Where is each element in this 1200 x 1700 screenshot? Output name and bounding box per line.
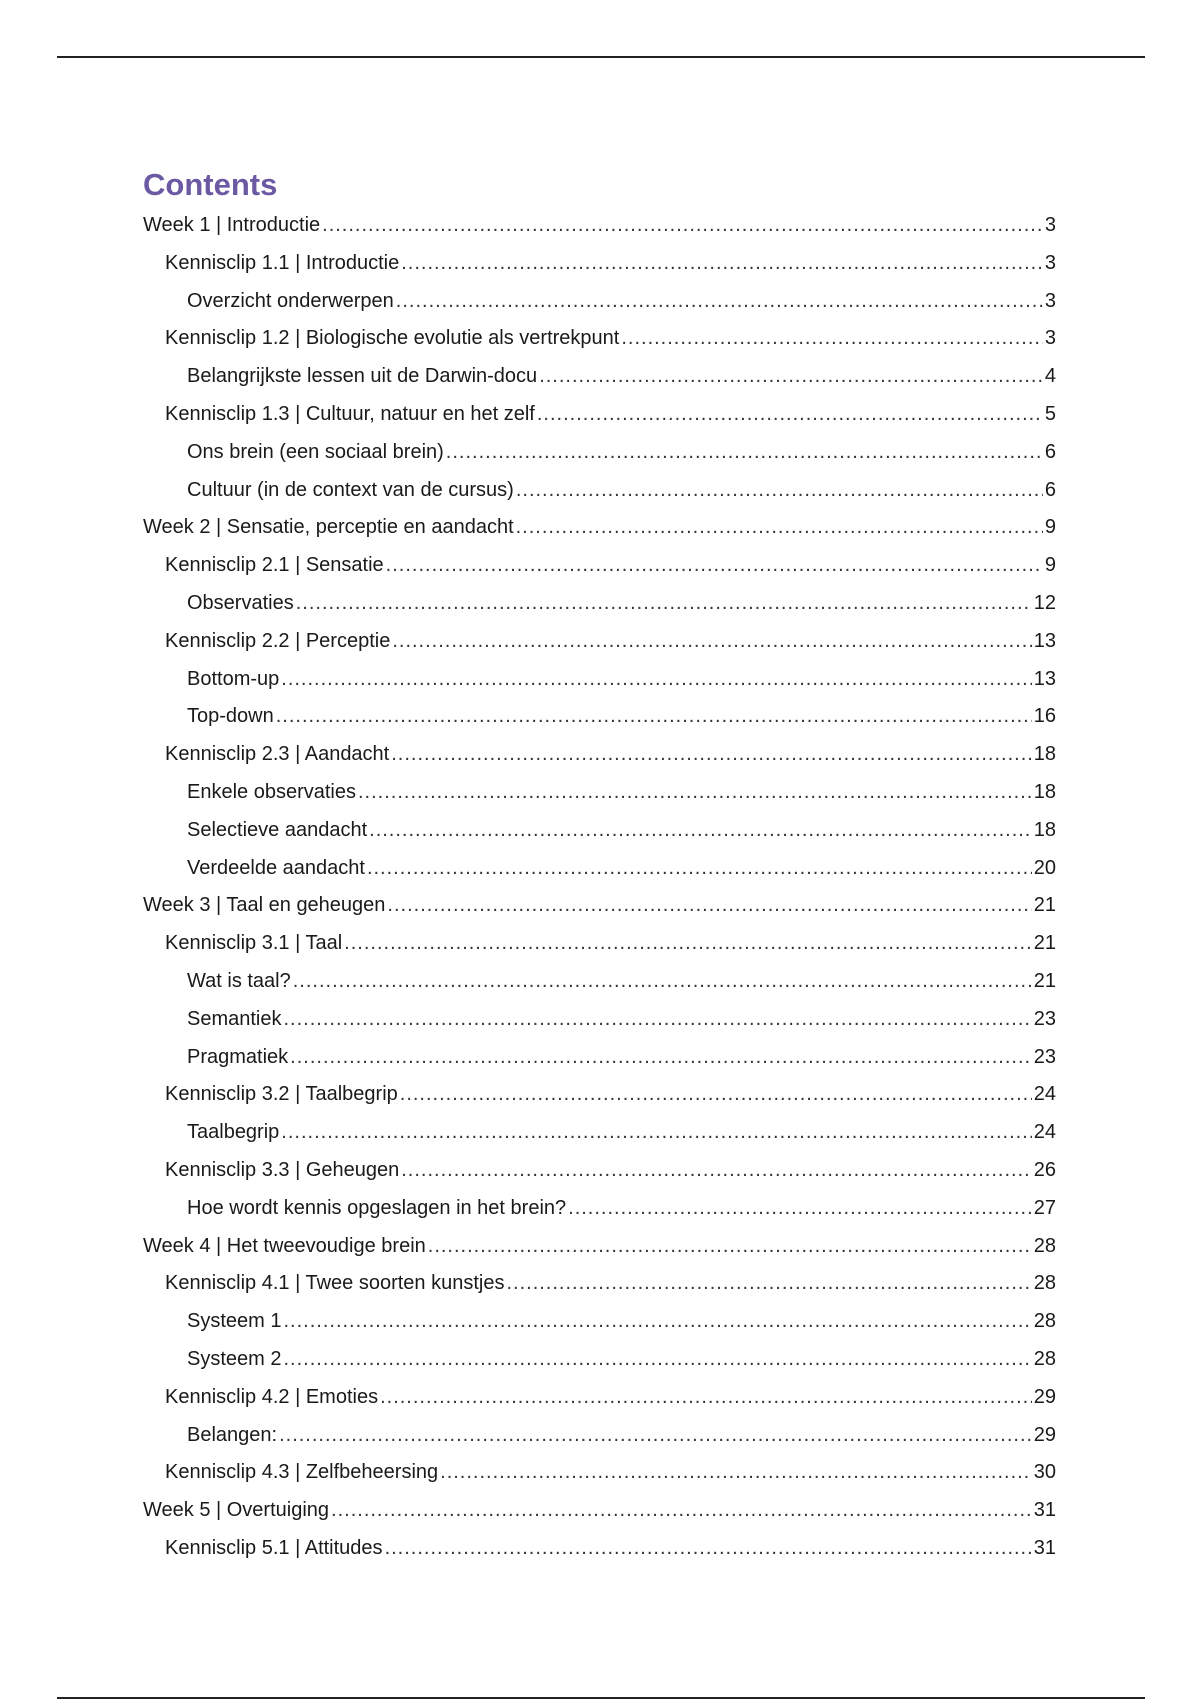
dot-leader: [331, 1492, 1032, 1530]
toc-entry-label[interactable]: Taalbegrip: [187, 1121, 280, 1144]
dot-leader: [440, 1454, 1032, 1492]
toc-entry-level-1[interactable]: [143, 1228, 1056, 1266]
toc-entry-level-3[interactable]: [143, 1039, 1056, 1077]
toc-entry-label[interactable]: Kennisclip 3.1 | Taal: [165, 932, 343, 955]
toc-entry-level-2[interactable]: [143, 396, 1056, 434]
toc-entry-level-2[interactable]: [143, 1076, 1056, 1114]
dot-leader: [396, 283, 1043, 321]
dot-leader: [281, 661, 1031, 699]
toc-entry-label[interactable]: Belangrijkste lessen uit de Darwin-docu: [187, 365, 538, 388]
dot-leader: [516, 472, 1043, 510]
dot-leader: [539, 358, 1043, 396]
toc-entry-level-2[interactable]: [143, 623, 1056, 661]
toc-entry-label[interactable]: Ons brein (een sociaal brein): [187, 440, 444, 463]
toc-entry-level-1[interactable]: [143, 887, 1056, 925]
toc-entry-page-number[interactable]: 20: [1033, 856, 1056, 879]
dot-leader: [283, 1303, 1031, 1341]
toc-entry-level-1[interactable]: [143, 509, 1056, 547]
dot-leader: [401, 1152, 1032, 1190]
toc-entry-level-2[interactable]: [143, 1454, 1056, 1492]
toc-entry-page-number[interactable]: 23: [1033, 1007, 1056, 1030]
toc-entry-page-number[interactable]: 27: [1033, 1196, 1056, 1219]
toc-entry-level-2[interactable]: [143, 1152, 1056, 1190]
dot-leader: [568, 1190, 1032, 1228]
toc-entry-level-3[interactable]: [143, 434, 1056, 472]
dot-leader: [506, 1265, 1031, 1303]
table-of-contents: [143, 165, 1056, 1568]
dot-leader: [358, 774, 1032, 812]
toc-entry-label[interactable]: Belangen:: [187, 1423, 278, 1446]
toc-entry-level-2[interactable]: [143, 245, 1056, 283]
toc-entry-page-number[interactable]: 24: [1033, 1121, 1056, 1144]
toc-entry-label[interactable]: Enkele observaties: [187, 780, 356, 803]
dot-leader: [290, 1039, 1032, 1077]
toc-entry-level-3[interactable]: [143, 774, 1056, 812]
toc-entry-page-number[interactable]: 29: [1033, 1423, 1056, 1446]
toc-entry-page-number[interactable]: 13: [1033, 629, 1056, 652]
toc-entry-label[interactable]: Selectieve aandacht: [187, 818, 368, 841]
toc-entry-level-2[interactable]: [143, 925, 1056, 963]
dot-leader: [385, 1530, 1032, 1568]
toc-entry-label[interactable]: Pragmatiek: [187, 1045, 289, 1068]
toc-entry-page-number[interactable]: 3: [1044, 214, 1056, 236]
toc-entry-label[interactable]: Kennisclip 3.3 | Geheugen: [165, 1158, 400, 1181]
toc-entry-page-number[interactable]: 28: [1033, 1234, 1056, 1257]
toc-entry-page-number[interactable]: 6: [1044, 478, 1056, 501]
toc-entry-label[interactable]: Week 5 | Overtuiging: [143, 1499, 330, 1522]
toc-entry-page-number[interactable]: 26: [1033, 1158, 1056, 1181]
toc-entry-page-number[interactable]: 3: [1044, 289, 1056, 312]
toc-entry-label[interactable]: Kennisclip 5.1 | Attitudes: [165, 1536, 383, 1559]
dot-leader: [400, 1076, 1032, 1114]
toc-entry-level-3[interactable]: [143, 661, 1056, 699]
toc-entry-label[interactable]: Semantiek: [187, 1007, 282, 1030]
toc-entry-level-2[interactable]: [143, 1379, 1056, 1417]
dot-leader: [387, 887, 1031, 925]
toc-entry-label[interactable]: Kennisclip 1.1 | Introductie: [165, 251, 400, 274]
dot-leader: [516, 509, 1043, 547]
toc-entry-label[interactable]: Week 4 | Het tweevoudige brein: [143, 1234, 426, 1257]
toc-entry-level-3[interactable]: [143, 1303, 1056, 1341]
toc-entry-page-number[interactable]: 23: [1033, 1045, 1056, 1068]
toc-entry-level-3[interactable]: [143, 1417, 1056, 1455]
header-rule: [57, 56, 1145, 58]
toc-entry-label[interactable]: Systeem 1: [187, 1310, 282, 1333]
toc-entry-page-number[interactable]: 3: [1044, 327, 1056, 350]
toc-entry-label[interactable]: Kennisclip 2.3 | Aandacht: [165, 743, 390, 766]
toc-entry-page-number[interactable]: 28: [1033, 1272, 1056, 1295]
dot-leader: [276, 698, 1032, 736]
toc-entry-label[interactable]: Kennisclip 1.2 | Biologische evolutie als vertrekpunt: [165, 327, 620, 350]
toc-entry-page-number[interactable]: 21: [1033, 894, 1056, 917]
toc-entry-level-3[interactable]: [143, 963, 1056, 1001]
toc-entry-label[interactable]: Cultuur (in de context van de cursus): [187, 478, 514, 501]
dot-leader: [537, 396, 1043, 434]
toc-entry-label[interactable]: Hoe wordt kennis opgeslagen in het brein?: [187, 1196, 567, 1219]
toc-entry-label[interactable]: Wat is taal?: [187, 969, 291, 992]
dot-leader: [322, 207, 1043, 245]
toc-entry-level-3[interactable]: [143, 358, 1056, 396]
dot-leader: [380, 1379, 1032, 1417]
dot-leader: [293, 963, 1032, 1001]
toc-entry-page-number[interactable]: 18: [1033, 780, 1056, 803]
toc-entry-page-number[interactable]: 31: [1033, 1536, 1056, 1559]
toc-entry-label[interactable]: Kennisclip 4.1 | Twee soorten kunstjes: [165, 1272, 505, 1295]
toc-entry-label[interactable]: Kennisclip 2.1 | Sensatie: [165, 554, 384, 577]
toc-entry-label[interactable]: Top-down: [187, 705, 274, 728]
toc-entry-page-number[interactable]: 24: [1033, 1083, 1056, 1106]
toc-entry-level-3[interactable]: [143, 283, 1056, 321]
dot-leader: [344, 925, 1032, 963]
toc-entry-label[interactable]: Kennisclip 2.2 | Perceptie: [165, 629, 391, 652]
dot-leader: [369, 812, 1032, 850]
dot-leader: [284, 1001, 1032, 1039]
toc-entry-page-number[interactable]: 13: [1033, 667, 1056, 690]
dot-leader: [428, 1228, 1032, 1266]
toc-entry-page-number[interactable]: 9: [1044, 554, 1056, 577]
toc-entry-label[interactable]: Kennisclip 1.3 | Cultuur, natuur en het zelf: [165, 402, 535, 425]
dot-leader: [401, 245, 1043, 283]
toc-entry-page-number[interactable]: 16: [1033, 705, 1056, 728]
toc-entry-level-3[interactable]: [143, 812, 1056, 850]
toc-entry-label[interactable]: Bottom-up: [187, 667, 280, 690]
toc-entry-label[interactable]: Overzicht onderwerpen: [187, 289, 394, 312]
toc-entry-level-2[interactable]: [143, 320, 1056, 358]
dot-leader: [279, 1417, 1032, 1455]
toc-entry-page-number[interactable]: 3: [1044, 251, 1056, 274]
toc-entry-level-2[interactable]: [143, 736, 1056, 774]
toc-entry-level-2[interactable]: [143, 547, 1056, 585]
toc-entry-level-3[interactable]: [143, 850, 1056, 888]
toc-entry-page-number[interactable]: 21: [1033, 932, 1056, 955]
toc-entry-label[interactable]: Kennisclip 4.2 | Emoties: [165, 1385, 379, 1408]
dot-leader: [392, 623, 1031, 661]
toc-entry-level-3[interactable]: [143, 1190, 1056, 1228]
dot-leader: [446, 434, 1043, 472]
toc-list: [143, 207, 1056, 1568]
dot-leader: [281, 1114, 1031, 1152]
toc-entry-page-number[interactable]: 12: [1033, 591, 1056, 614]
toc-entry-page-number[interactable]: 4: [1044, 365, 1056, 388]
toc-entry-page-number[interactable]: 21: [1033, 969, 1056, 992]
toc-entry-page-number[interactable]: 6: [1044, 440, 1056, 463]
toc-entry-level-1[interactable]: [143, 1492, 1056, 1530]
toc-entry-page-number[interactable]: 5: [1044, 402, 1056, 425]
dot-leader: [296, 585, 1032, 623]
toc-entry-level-3[interactable]: [143, 698, 1056, 736]
toc-entry-level-3[interactable]: [143, 472, 1056, 510]
toc-entry-page-number[interactable]: 18: [1033, 818, 1056, 841]
toc-entry-label[interactable]: Kennisclip 4.3 | Zelfbeheersing: [165, 1461, 439, 1484]
toc-entry-page-number[interactable]: 18: [1033, 743, 1056, 766]
toc-entry-label[interactable]: Week 3 | Taal en geheugen: [143, 894, 386, 917]
toc-entry-level-2[interactable]: [143, 1530, 1056, 1568]
toc-entry-label[interactable]: Observaties: [187, 591, 294, 614]
dot-leader: [386, 547, 1043, 585]
toc-title: Contents: [143, 167, 278, 202]
dot-leader: [391, 736, 1032, 774]
dot-leader: [283, 1341, 1031, 1379]
footer-rule: [57, 1697, 1145, 1699]
toc-entry-page-number[interactable]: 29: [1033, 1385, 1056, 1408]
dot-leader: [367, 850, 1032, 888]
toc-entry-page-number[interactable]: 28: [1033, 1347, 1056, 1370]
toc-entry-page-number[interactable]: 28: [1033, 1310, 1056, 1333]
dot-leader: [621, 320, 1043, 358]
toc-entry-label[interactable]: Week 2 | Sensatie, perceptie en aandacht: [143, 516, 514, 539]
toc-entry-label[interactable]: Kennisclip 3.2 | Taalbegrip: [165, 1083, 398, 1106]
toc-entry-level-3[interactable]: [143, 1001, 1056, 1039]
toc-entry-label[interactable]: Systeem 2: [187, 1347, 282, 1370]
toc-entry-level-1[interactable]: [143, 207, 1056, 245]
toc-entry-page-number[interactable]: 9: [1044, 516, 1056, 539]
toc-entry-page-number[interactable]: 31: [1033, 1499, 1056, 1522]
toc-entry-level-3[interactable]: [143, 1114, 1056, 1152]
toc-entry-level-3[interactable]: [143, 1341, 1056, 1379]
toc-entry-page-number[interactable]: 30: [1033, 1461, 1056, 1484]
toc-entry-level-3[interactable]: [143, 585, 1056, 623]
toc-entry-label[interactable]: Week 1 | Introductie: [143, 214, 321, 236]
toc-entry-label[interactable]: Verdeelde aandacht: [187, 856, 365, 879]
toc-entry-level-2[interactable]: [143, 1265, 1056, 1303]
